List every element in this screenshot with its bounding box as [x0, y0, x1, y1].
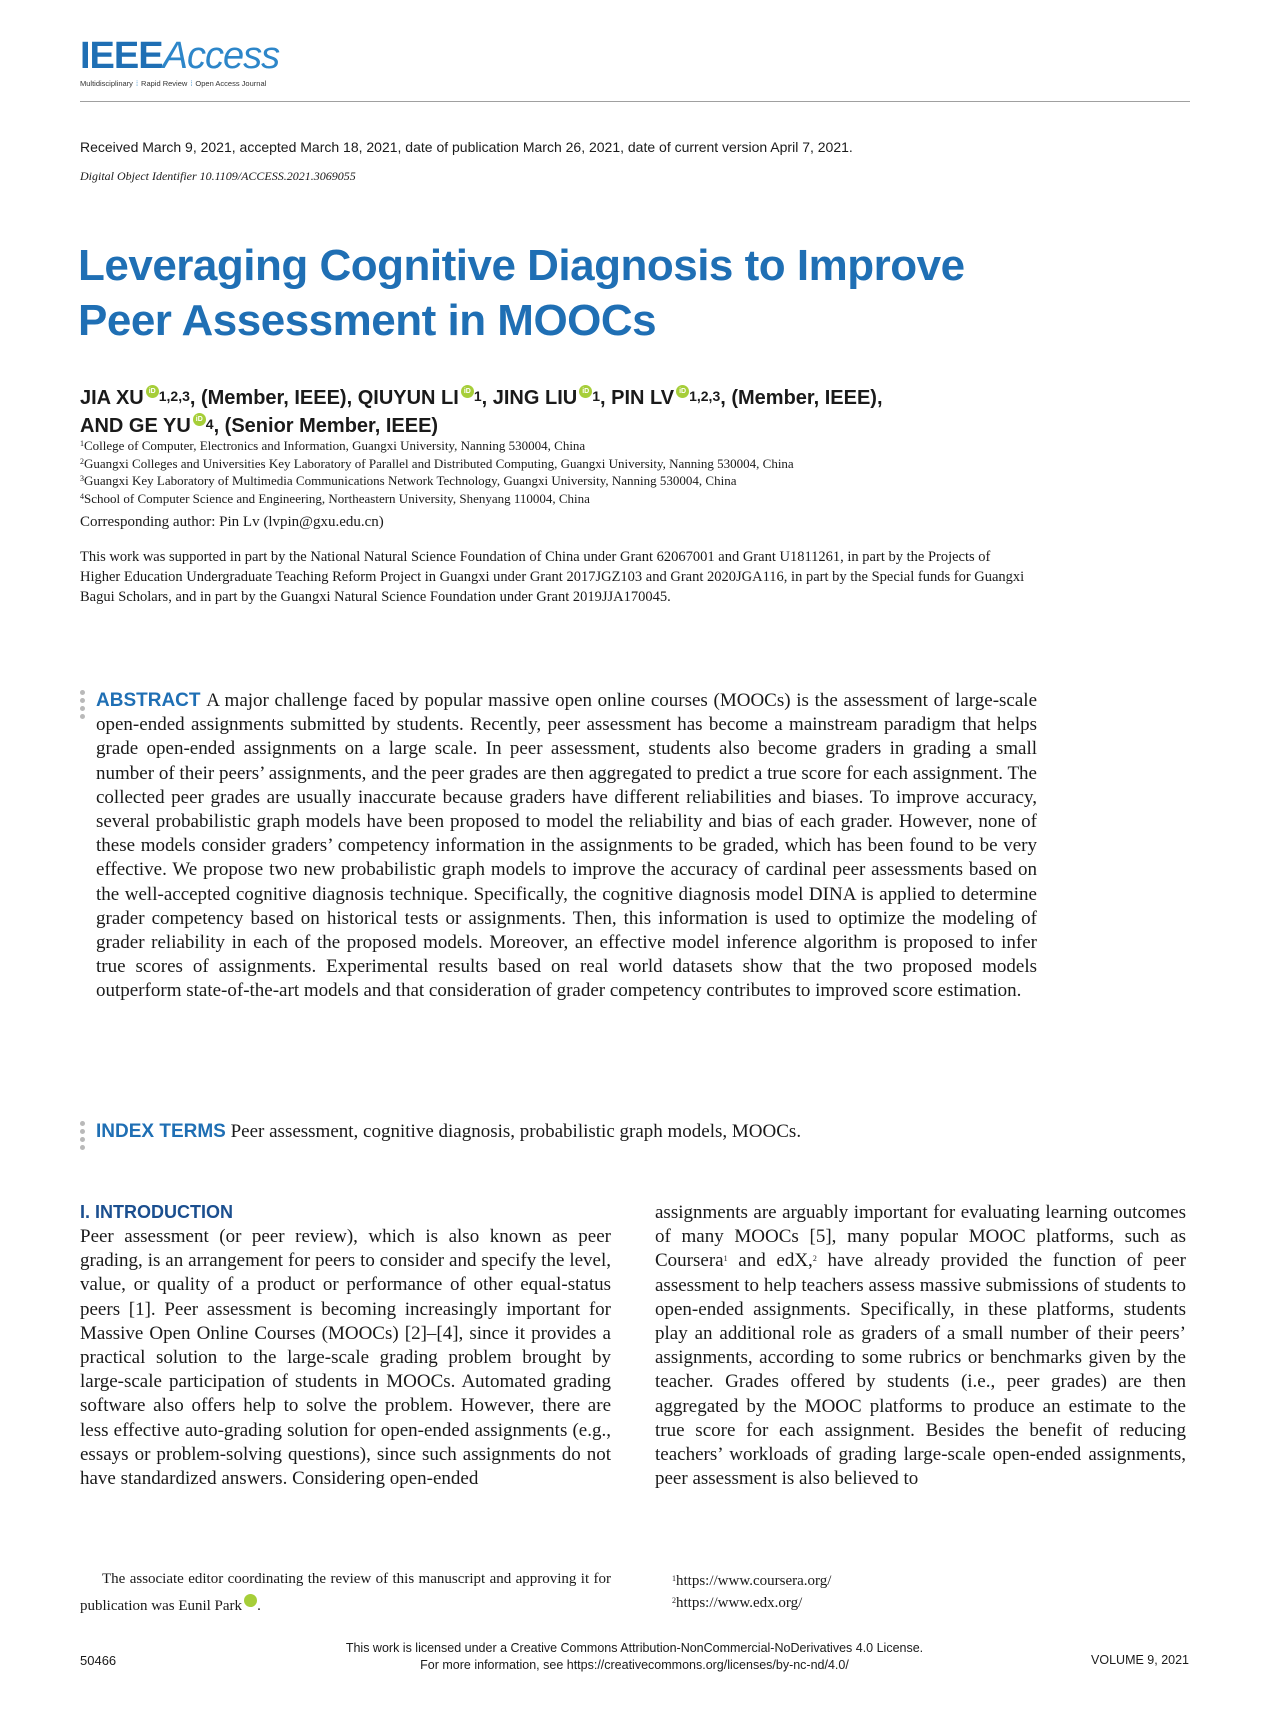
- author-name: JIA XU: [80, 387, 144, 409]
- section-heading: I. INTRODUCTION: [80, 1202, 233, 1222]
- corresponding-author: Corresponding author: Pin Lv (lvpin@gxu.edu.cn): [80, 514, 384, 530]
- footnote-ref[interactable]: 1: [723, 1254, 728, 1264]
- affiliation-item: $^3$Guangxi Key Laboratory of Multimedia Communications Network Technology, Guangxi University, Nanning 530004, China: [80, 473, 737, 488]
- abstract-text: A major challenge faced by popular massive open online courses (MOOCs) is the assessment of large-scale open-ended assignments submitted by students. Recently, peer assessment has become a mainstream paradigm that helps grade open-ended assignments on a large scale. In peer assessment, students also become graders in grading a small number of their peers’ assignments, and the peer grades are then aggregated to predict a true score for each assignment. The collected peer grades are usually inaccurate because graders have different reliabilities and biases. To improve accuracy, several probabilistic graph models have been proposed to model the reliability and bias of each grader. However, none of these models consider graders’ competency information in the assignments to be graded, which has been found to be very effective. We propose two new probabilistic graph models to improve the accuracy of cardinal peer assessments based on the well-accepted cognitive diagnosis technique. Specifically, the cognitive diagnosis model DINA is applied to determine grader competency based on historical tests or assignments. Then, this information is used to optimize the modeling of grader reliability in each of the proposed models. Moreover, an effective model inference algorithm is proposed to infer true scores of assignments. Experimental results based on real world datasets show that the two proposed models outperform state-of-the-art models and that consideration of grader competency contributes to improved score estimation.: [96, 690, 1038, 1002]
- affiliation-item: $^2$Guangxi Colleges and Universities Key Laboratory of Parallel and Distributed Computing, Guangxi University, Nanning 530004, China: [80, 455, 794, 471]
- orcid-icon[interactable]: iD: [579, 385, 592, 398]
- license-notice: [0, 1640, 1269, 1674]
- orcid-icon[interactable]: iD: [676, 385, 689, 398]
- affiliation-item: $^1$College of Computer, Electronics and Information, Guangxi University, Nanning 530004, China: [80, 438, 586, 453]
- footnote-link[interactable]: https://www.coursera.org/: [676, 1573, 832, 1589]
- footnote-ref[interactable]: 2: [812, 1254, 817, 1264]
- license-line2[interactable]: For more information, see https://creativecommons.org/licenses/by-nc-nd/4.0/: [420, 1658, 849, 1672]
- page-number: 50466: [80, 1653, 117, 1668]
- author-name: PIN LV: [611, 387, 675, 409]
- footnotes: [672, 1570, 831, 1614]
- index-terms-dots-icon: [80, 1121, 85, 1153]
- paper-title-line2: Peer Assessment in MOOCs: [78, 296, 657, 345]
- authors: [80, 384, 883, 440]
- intro-right-column: assignments are arguably important for evaluating learning outcomes of many MOOCs [5], many popular MOOC platforms, such as Coursera$^1$ and edX,$^2$ have already provided the function of peer assessment to help teachers assess massive submissions of students to open-ended assignments. Specifically, in these platforms, students play an additional role as graders of a small number of their peers’ assignments, according to some rubrics or benchmarks given by the teacher. Grades offered by students (i.e., peer grades) are then aggregated by the MOOC platforms to produce an estimate to the true score for each assignment. Besides the benefit of reducing teachers’ workloads of grading large-scale open-ended assignments, peer assessment is also believed to: [655, 1202, 1186, 1490]
- journal-tagline: Multidisciplinary ⁞ Rapid Review ⁞ Open Access Journal: [80, 79, 267, 88]
- intro-left-column: Peer assessment (or peer review), which is also known as peer grading, is an arrangement for peers to consider and specify the level, value, or quality of a product or performance of other equal-status peers [1]. Peer assessment is becoming increasingly important for Massive Open Online Courses (MOOCs) [2]–[4], since it provides a practical solution to the large-scale grading problem brought by large-scale participation of students in MOOCs. Automated grading software also offers help to solve the problem. However, there are less effective auto-grading solution for open-ended assignments (e.g., essays or problem-solving questions), since such assignments do not have standardized answers. Considering open-ended: [80, 1226, 611, 1490]
- orcid-icon[interactable]: iD: [244, 1594, 257, 1607]
- logo-ieee: IEEE: [80, 35, 163, 77]
- abstract-label: ABSTRACT: [96, 690, 201, 711]
- authors-line2: AND GE YU iD $^4$, (Senior Member, IEEE): [80, 415, 439, 437]
- affiliation-item: $^4$School of Computer Science and Engineering, Northeastern University, Shenyang 110004, China: [80, 490, 590, 506]
- footnote-item: $^2$https://www.edx.org/: [672, 1595, 803, 1611]
- funding-note: This work was supported in part by the National Natural Science Foundation of China under Grant 62067001 and Grant U1811261, in part by the Projects of Higher Education Undergraduate Teaching Reform Project in Guangxi under Grant 2017JGZ103 and Grant 2020JGA116, in part by the Special funds for Guangxi Bagui Scholars, and in part by the Guangxi Natural Science Foundation under Grant 2019JJA170045.: [80, 549, 1025, 605]
- orcid-icon[interactable]: iD: [193, 413, 206, 426]
- doi: Digital Object Identifier 10.1109/ACCESS.2021.3069055: [80, 169, 356, 183]
- author-name: JING LIU: [492, 387, 578, 409]
- index-terms-text: Peer assessment, cognitive diagnosis, probabilistic graph models, MOOCs.: [230, 1121, 802, 1142]
- orcid-icon[interactable]: iD: [146, 385, 159, 398]
- received-dates: Received March 9, 2021, accepted March 18, 2021, date of publication March 26, 2021, date of current version April 7, 2021.: [80, 139, 853, 155]
- orcid-icon[interactable]: iD: [461, 385, 474, 398]
- header-rule: [80, 101, 1190, 102]
- volume-label: VOLUME 9, 2021: [1091, 1653, 1189, 1667]
- logo-access: Access: [162, 35, 280, 77]
- index-terms: [96, 1120, 801, 1144]
- paper-title-line1: Leveraging Cognitive Diagnosis to Improve: [78, 241, 965, 290]
- affiliations: [80, 437, 794, 507]
- journal-logo: [80, 37, 279, 88]
- paper-title: [78, 238, 965, 348]
- abstract-dots-icon: [80, 690, 85, 722]
- authors-line1: JIA XU iD $^{1,2,3}$, (Member, IEEE), QIUYUN LI iD $^1$, JING LIU iD $^1$, PIN LV iD $^{1,2,3}$, (Member, IEEE),: [80, 387, 883, 409]
- editor-note: The associate editor coordinating the review of this manuscript and approving it for publication was Eunil Park iD.: [80, 1571, 611, 1614]
- abstract: [96, 689, 1037, 1004]
- index-terms-label: INDEX TERMS: [96, 1121, 226, 1142]
- author-name: QIUYUN LI: [357, 387, 459, 409]
- license-line1: This work is licensed under a Creative Commons Attribution-NonCommercial-NoDerivatives 4.0 License.: [345, 1641, 924, 1655]
- footnote-item: $^1$https://www.coursera.org/: [672, 1573, 832, 1589]
- footnote-link[interactable]: https://www.edx.org/: [676, 1595, 803, 1611]
- author-name: AND GE YU: [80, 415, 191, 437]
